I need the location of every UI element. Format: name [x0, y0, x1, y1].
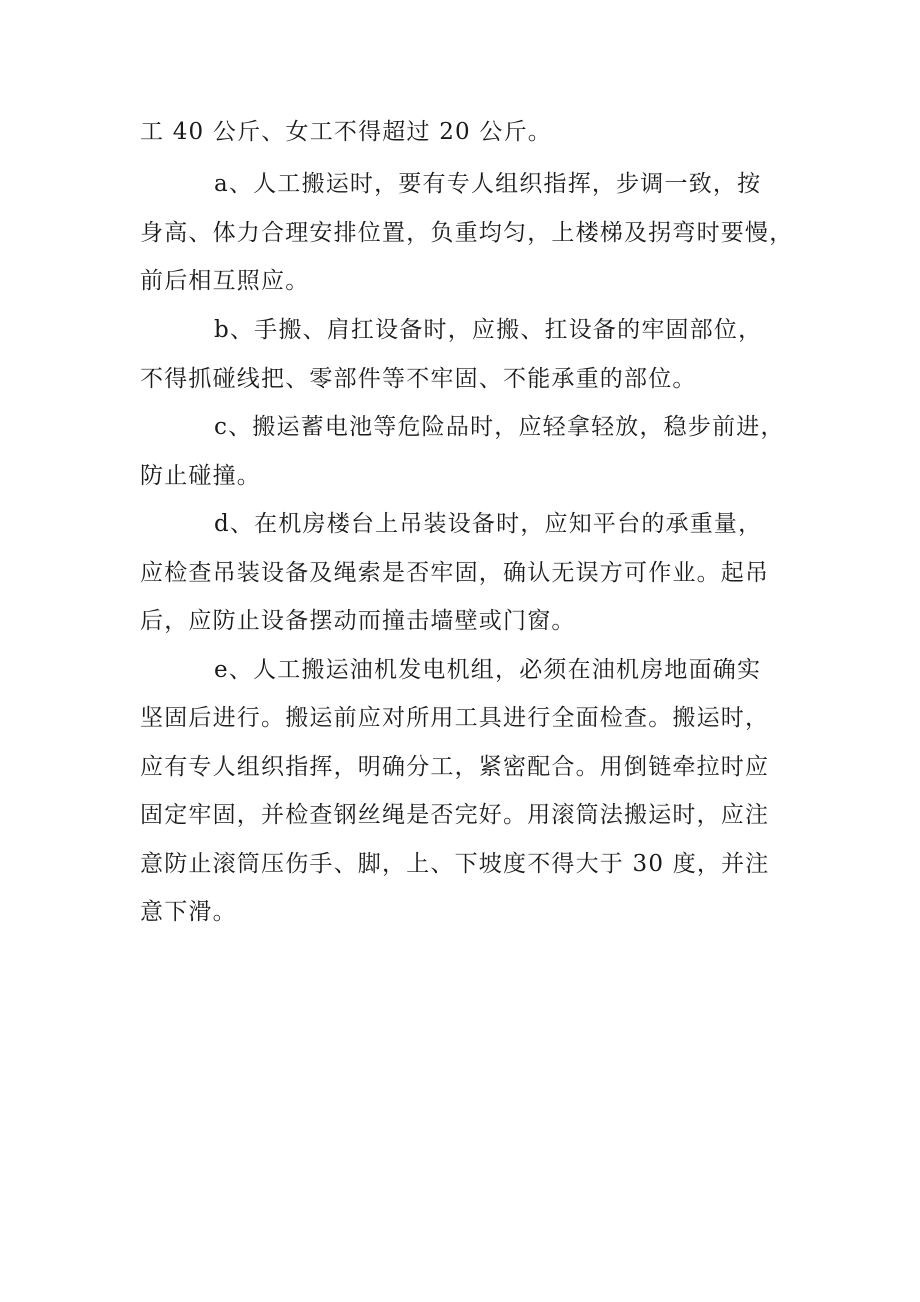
text-line: 坚固后进行。搬运前应对所用工具进行全面检查。搬运时， [140, 705, 770, 731]
text-line: 应有专人组织指挥，明确分工，紧密配合。用倒链牵拉时应 [140, 754, 770, 780]
text-line: 应检查吊装设备及绳索是否牢固，确认无误方可作业。起吊 [140, 560, 770, 586]
text-line: 不得抓碰线把、零部件等不牢固、不能承重的部位。 [140, 366, 697, 392]
text-line: 防止碰撞。 [140, 463, 261, 489]
text-line: 固定牢固，并检查钢丝绳是否完好。用滚筒法搬运时，应注 [140, 802, 770, 828]
paragraph-e-line: e、人工搬运油机发电机组，必须在油机房地面确实 [214, 657, 762, 683]
paragraph-b-line: b、手搬、肩扛设备时，应搬、扛设备的牢固部位， [214, 317, 763, 343]
text-line: 意下滑。 [140, 899, 237, 925]
text-line: 意防止滚筒压伤手、脚，上、下坡度不得大于 30 度，并注 [140, 851, 770, 877]
text-line: 后，应防止设备摆动而撞击墙壁或门窗。 [140, 608, 576, 634]
paragraph-a-line: a、人工搬运时，要有专人组织指挥，步调一致，按 [214, 171, 762, 197]
text-line: 身高、体力合理安排位置，负重均匀，上楼梯及拐弯时要慢， [140, 220, 794, 246]
text-line: 前后相互照应。 [140, 268, 310, 294]
text-line: 工 40 公斤、女工不得超过 20 公斤。 [140, 119, 552, 145]
paragraph-d-line: d、在机房楼台上吊装设备时，应知平台的承重量， [214, 511, 763, 537]
paragraph-c-line: c、搬运蓄电池等危险品时，应轻拿轻放，稳步前进， [214, 414, 785, 440]
